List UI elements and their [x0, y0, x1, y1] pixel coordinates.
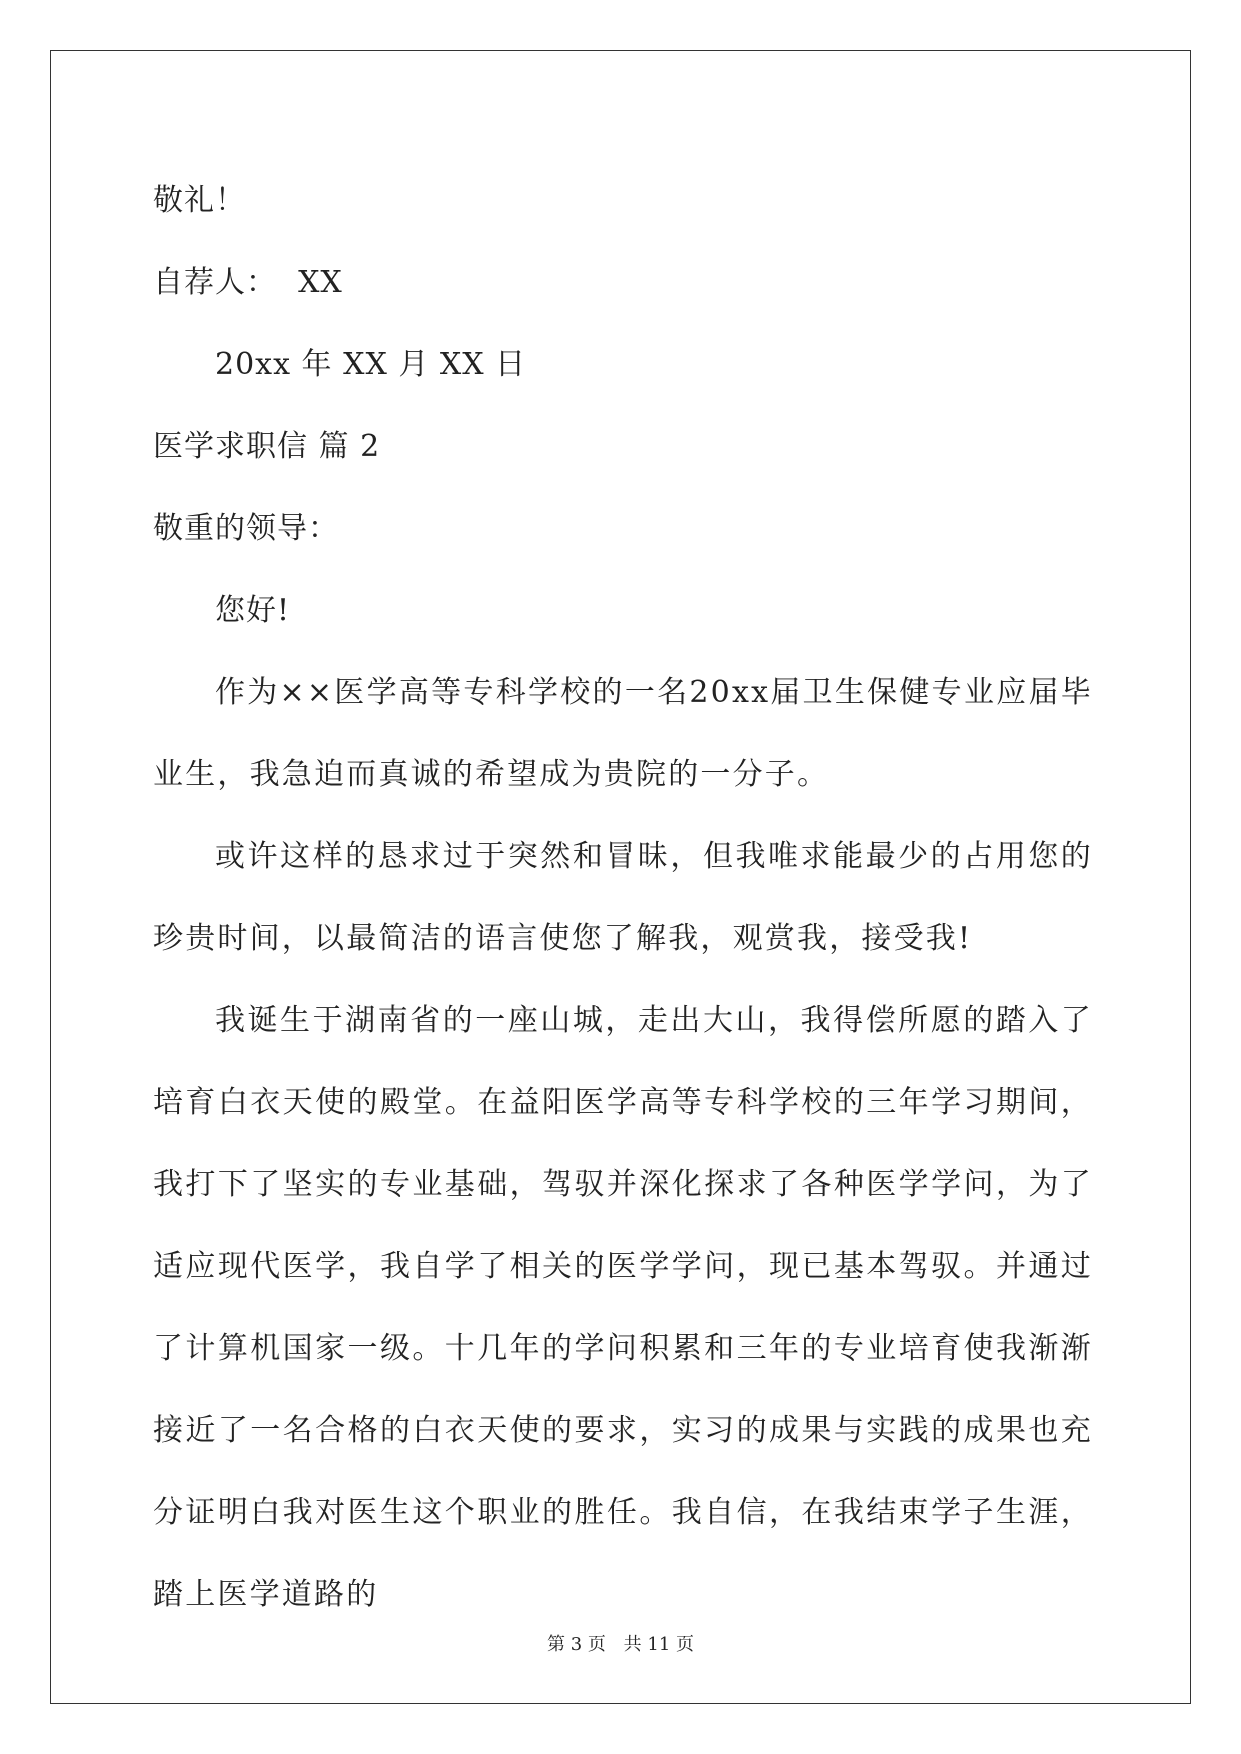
salutation-line: 敬重的领导： — [153, 511, 339, 546]
section-title: 医学求职信 篇 2 — [153, 429, 381, 464]
page-number: 第 3 页 — [547, 1634, 606, 1655]
greeting-line: 您好! — [215, 593, 291, 628]
closing-line: 敬礼！ — [153, 183, 246, 218]
paragraph-1: 作为××医学高等专科学校的一名20xx届卫生保健专业应届毕业生，我急迫而真诚的希望成为贵院的一分子。 — [153, 675, 1093, 792]
document-body — [153, 160, 1093, 1636]
signer-line: 自荐人： XX — [153, 265, 343, 300]
page-footer — [0, 1630, 1241, 1656]
page-total: 共 11 页 — [623, 1634, 694, 1655]
paragraph-2: 或许这样的恳求过于突然和冒昧，但我唯求能最少的占用您的珍贵时间，以最简洁的语言使您了解我，观赏我，接受我! — [153, 839, 1093, 956]
date-line: 20xx 年 XX 月 XX 日 — [215, 347, 527, 382]
paragraph-3: 我诞生于湖南省的一座山城，走出大山，我得偿所愿的踏入了培育白衣天使的殿堂。在益阳医学高等专科学校的三年学习期间，我打下了坚实的专业基础，驾驭并深化探求了各种医学学问，为了适应现代医学，我自学了相关的医学学问，现已基本驾驭。并通过了计算机国家一级。十几年的学问积累和三年的专业培育使我渐渐接近了一名合格的白衣天使的要求，实习的成果与实践的成果也充分证明白我对医生这个职业的胜任。我自信，在我结束学子生涯，踏上医学道路的 — [153, 1003, 1093, 1612]
